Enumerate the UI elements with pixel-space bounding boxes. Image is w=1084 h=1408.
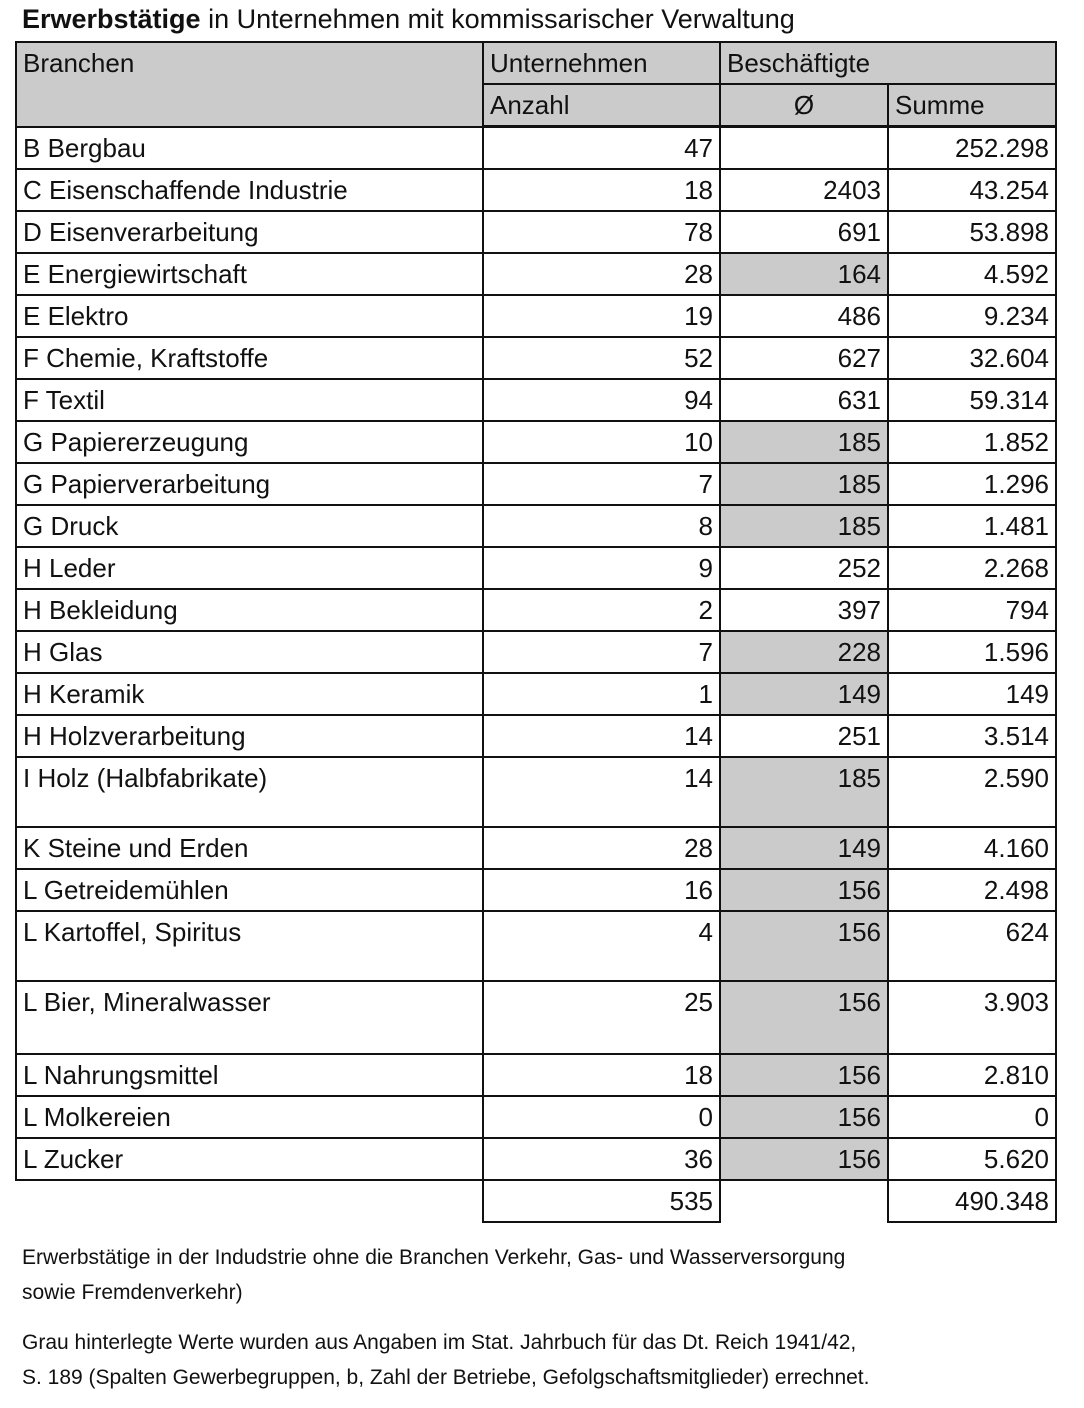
summe-cell: 1.296 (888, 463, 1056, 505)
anzahl-cell: 94 (483, 379, 720, 421)
avg-cell: 156 (720, 1054, 888, 1096)
table-row (16, 589, 1056, 631)
totals-row (16, 1180, 1056, 1222)
avg-cell: 149 (720, 673, 888, 715)
anzahl-cell: 14 (483, 715, 720, 757)
summe-cell: 1.852 (888, 421, 1056, 463)
branche-cell: L Kartoffel, Spiritus (16, 911, 483, 981)
footnote-line-1: Erwerbstätige in der Indudstrie ohne die Branchen Verkehr, Gas- und Wasserversorgung (22, 1246, 846, 1269)
avg-cell: 631 (720, 379, 888, 421)
branche-cell: E Elektro (16, 295, 483, 337)
anzahl-cell: 28 (483, 827, 720, 869)
branche-cell: L Bier, Mineralwasser (16, 981, 483, 1054)
anzahl-cell: 19 (483, 295, 720, 337)
table-row (16, 1138, 1056, 1180)
anzahl-cell: 9 (483, 547, 720, 589)
branche-cell: I Holz (Halbfabrikate) (16, 757, 483, 827)
anzahl-cell: 16 (483, 869, 720, 911)
header-anzahl: Anzahl (483, 84, 720, 127)
branche-cell: H Keramik (16, 673, 483, 715)
summe-cell: 53.898 (888, 211, 1056, 253)
summe-cell: 43.254 (888, 169, 1056, 211)
anzahl-cell: 78 (483, 211, 720, 253)
table-row (16, 981, 1056, 1054)
avg-cell: 185 (720, 463, 888, 505)
branche-cell: F Chemie, Kraftstoffe (16, 337, 483, 379)
avg-cell: 252 (720, 547, 888, 589)
anzahl-cell: 52 (483, 337, 720, 379)
header-branchen: Branchen (16, 42, 483, 127)
anzahl-cell: 0 (483, 1096, 720, 1138)
avg-cell: 156 (720, 981, 888, 1054)
avg-cell: 691 (720, 211, 888, 253)
title-rest: in Unternehmen mit kommissarischer Verwaltung (200, 4, 795, 34)
summe-cell: 4.592 (888, 253, 1056, 295)
title-bold: Erwerbstätige (22, 4, 201, 34)
summe-cell: 252.298 (888, 127, 1056, 170)
branche-cell: H Bekleidung (16, 589, 483, 631)
summe-cell: 4.160 (888, 827, 1056, 869)
branche-cell: H Leder (16, 547, 483, 589)
avg-cell: 228 (720, 631, 888, 673)
totals-empty-avg (720, 1180, 888, 1222)
summe-cell: 9.234 (888, 295, 1056, 337)
table-row (16, 211, 1056, 253)
branche-cell: G Papiererzeugung (16, 421, 483, 463)
summe-cell: 32.604 (888, 337, 1056, 379)
summe-cell: 794 (888, 589, 1056, 631)
avg-cell: 627 (720, 337, 888, 379)
summe-cell: 1.596 (888, 631, 1056, 673)
table-row (16, 295, 1056, 337)
table-row (16, 127, 1056, 170)
avg-cell: 156 (720, 869, 888, 911)
summe-cell: 1.481 (888, 505, 1056, 547)
table-row (16, 869, 1056, 911)
table-row (16, 827, 1056, 869)
totals-empty (16, 1180, 483, 1222)
branche-cell: G Papierverarbeitung (16, 463, 483, 505)
anzahl-cell: 7 (483, 631, 720, 673)
header-unternehmen: Unternehmen (483, 42, 720, 84)
anzahl-cell: 8 (483, 505, 720, 547)
branche-cell: K Steine und Erden (16, 827, 483, 869)
summe-cell: 59.314 (888, 379, 1056, 421)
summe-cell: 0 (888, 1096, 1056, 1138)
footnote-line-2: sowie Fremdenverkehr) (22, 1281, 243, 1304)
total-anzahl: 535 (483, 1180, 720, 1222)
anzahl-cell: 7 (483, 463, 720, 505)
avg-cell: 486 (720, 295, 888, 337)
table-row (16, 421, 1056, 463)
anzahl-cell: 28 (483, 253, 720, 295)
anzahl-cell: 25 (483, 981, 720, 1054)
branche-cell: B Bergbau (16, 127, 483, 170)
summe-cell: 149 (888, 673, 1056, 715)
anzahl-cell: 14 (483, 757, 720, 827)
table-row (16, 253, 1056, 295)
branche-cell: C Eisenschaffende Industrie (16, 169, 483, 211)
summe-cell: 2.810 (888, 1054, 1056, 1096)
branche-cell: L Zucker (16, 1138, 483, 1180)
summe-cell: 2.590 (888, 757, 1056, 827)
table-row (16, 505, 1056, 547)
table-row (16, 337, 1056, 379)
branche-cell: L Molkereien (16, 1096, 483, 1138)
header-beschaeftigte: Beschäftigte (720, 42, 1056, 84)
avg-cell: 2403 (720, 169, 888, 211)
avg-cell: 185 (720, 505, 888, 547)
table-row (16, 631, 1056, 673)
table-row (16, 547, 1056, 589)
avg-cell: 156 (720, 1096, 888, 1138)
header-row-1 (16, 42, 1056, 84)
branche-cell: L Nahrungsmittel (16, 1054, 483, 1096)
branche-cell: L Getreidemühlen (16, 869, 483, 911)
avg-cell: 156 (720, 1138, 888, 1180)
summe-cell: 3.514 (888, 715, 1056, 757)
table-title (22, 4, 795, 35)
table-row (16, 911, 1056, 981)
table-row (16, 169, 1056, 211)
avg-cell: 185 (720, 757, 888, 827)
table-row (16, 715, 1056, 757)
branche-cell: F Textil (16, 379, 483, 421)
total-summe: 490.348 (888, 1180, 1056, 1222)
anzahl-cell: 36 (483, 1138, 720, 1180)
summe-cell: 2.268 (888, 547, 1056, 589)
footnote-line-4: S. 189 (Spalten Gewerbegruppen, b, Zahl der Betriebe, Gefolgschaftsmitglieder) errechnet. (22, 1366, 870, 1389)
branche-cell: D Eisenverarbeitung (16, 211, 483, 253)
anzahl-cell: 1 (483, 673, 720, 715)
anzahl-cell: 18 (483, 169, 720, 211)
anzahl-cell: 2 (483, 589, 720, 631)
table-row (16, 379, 1056, 421)
avg-cell: 156 (720, 911, 888, 981)
branche-cell: E Energiewirtschaft (16, 253, 483, 295)
branche-cell: G Druck (16, 505, 483, 547)
table-row (16, 1096, 1056, 1138)
employment-table (15, 41, 1057, 1223)
table-row (16, 463, 1056, 505)
header-summe: Summe (888, 84, 1056, 127)
avg-cell: 185 (720, 421, 888, 463)
summe-cell: 2.498 (888, 869, 1056, 911)
footnote-line-3: Grau hinterlegte Werte wurden aus Angaben im Stat. Jahrbuch für das Dt. Reich 1941/42, (22, 1331, 857, 1354)
table-row (16, 673, 1056, 715)
avg-cell (720, 127, 888, 170)
avg-cell: 251 (720, 715, 888, 757)
anzahl-cell: 10 (483, 421, 720, 463)
branche-cell: H Glas (16, 631, 483, 673)
summe-cell: 5.620 (888, 1138, 1056, 1180)
anzahl-cell: 47 (483, 127, 720, 170)
anzahl-cell: 4 (483, 911, 720, 981)
avg-cell: 149 (720, 827, 888, 869)
table-row (16, 757, 1056, 827)
anzahl-cell: 18 (483, 1054, 720, 1096)
branche-cell: H Holzverarbeitung (16, 715, 483, 757)
header-avg: Ø (720, 84, 888, 127)
summe-cell: 624 (888, 911, 1056, 981)
avg-cell: 397 (720, 589, 888, 631)
summe-cell: 3.903 (888, 981, 1056, 1054)
avg-cell: 164 (720, 253, 888, 295)
table-row (16, 1054, 1056, 1096)
